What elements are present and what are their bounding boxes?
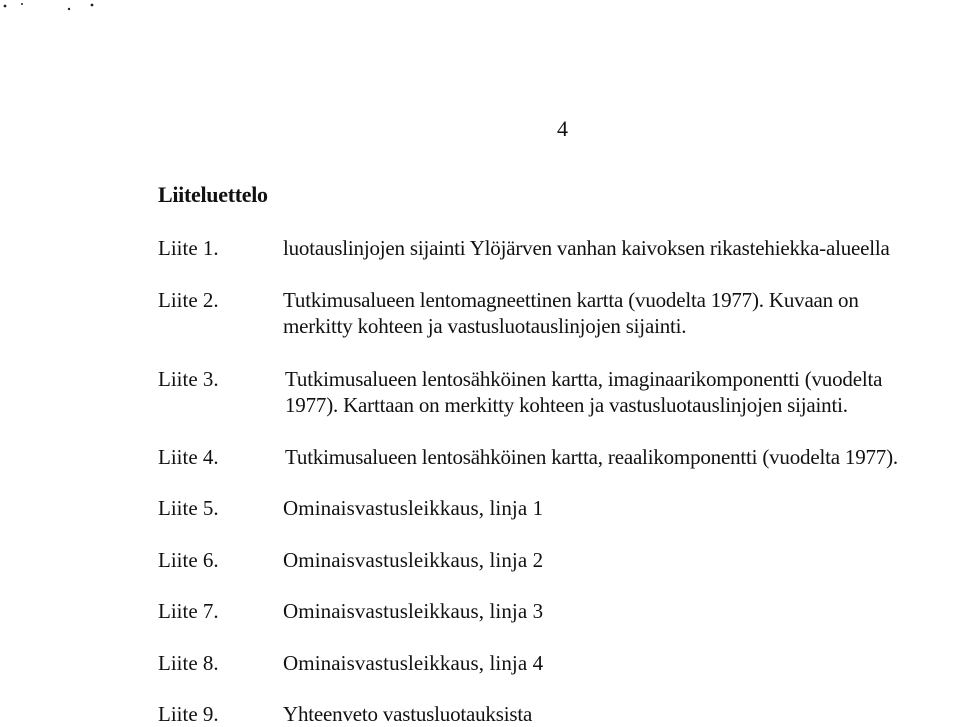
entry-label-4: Liite 4. [158, 445, 219, 469]
entry-label-6: Liite 6. [158, 548, 219, 572]
entry-line: Tutkimusalueen lentosähköinen kartta, imaginaarikomponentti (vuodelta [285, 367, 883, 391]
entry-label-9: Liite 9. [158, 702, 219, 726]
entry-text-5 [283, 495, 543, 521]
entry-line: Ominaisvastusleikkaus, linja 1 [283, 496, 544, 520]
entry-label-2: Liite 2. [158, 288, 219, 312]
entry-text-8 [283, 650, 543, 676]
entry-line: Yhteenveto vastusluotauksista [283, 702, 533, 726]
entry-text-6 [283, 547, 543, 573]
entry-text-9 [283, 701, 532, 727]
entry-text-3 [285, 366, 882, 418]
speck [4, 5, 7, 8]
entry-text-2 [283, 287, 859, 339]
entry-line: Ominaisvastusleikkaus, linja 2 [283, 548, 544, 572]
entry-text-4 [285, 444, 898, 470]
page-number: 4 [557, 116, 568, 141]
entry-label-8: Liite 8. [158, 651, 219, 675]
entry-line: Ominaisvastusleikkaus, linja 4 [283, 651, 544, 675]
speck [21, 3, 23, 5]
scan-specks [0, 0, 110, 20]
page-heading: Liiteluettelo [158, 182, 268, 207]
entry-text-7 [283, 598, 543, 624]
entry-label-3: Liite 3. [158, 367, 219, 391]
entry-line: Tutkimusalueen lentosähköinen kartta, reaalikomponentti (vuodelta 1977). [285, 445, 898, 469]
speck [68, 8, 70, 10]
entry-line: luotauslinjojen sijainti Ylöjärven vanhan kaivoksen rikastehiekka-alueella [283, 236, 890, 260]
speck [91, 4, 94, 7]
entry-line: 1977). Karttaan on merkitty kohteen ja vastusluotauslinjojen sijainti. [285, 393, 848, 417]
entry-line: merkitty kohteen ja vastusluotauslinjojen sijainti. [283, 314, 687, 338]
entry-line: Ominaisvastusleikkaus, linja 3 [283, 599, 544, 623]
entry-line: Tutkimusalueen lentomagneettinen kartta (vuodelta 1977). Kuvaan on [283, 288, 859, 312]
entry-label-7: Liite 7. [158, 599, 219, 623]
entry-label-1: Liite 1. [158, 236, 219, 260]
entry-label-5: Liite 5. [158, 496, 219, 520]
entry-text-1 [283, 235, 890, 261]
